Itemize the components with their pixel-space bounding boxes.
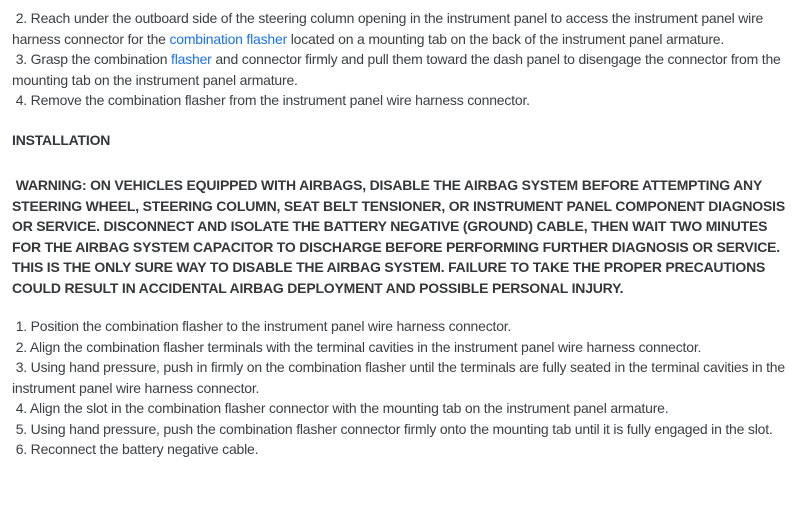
flasher-link[interactable]: flasher	[171, 51, 212, 67]
removal-step-4: 4. Remove the combination flasher from the instrument panel wire harness connector.	[12, 92, 530, 108]
installation-step-2: 2. Align the combination flasher terminals with the terminal cavities in the instrument panel wire harness connector.	[12, 338, 702, 355]
removal-step-3-text-pre: 3. Grasp the combination	[12, 51, 172, 67]
removal-steps-section	[12, 8, 795, 111]
airbag-warning-paragraph: WARNING: ON VEHICLES EQUIPPED WITH AIRBAGS, DISABLE THE AIRBAG SYSTEM BEFORE ATTEMPTING ANY STEERING WHEEL, STEERING COLUMN, SEAT BELT TENSIONER, OR INSTRUMENT PANEL COMPONENT DIAGNOSIS OR SERVICE. DISCONNECT AND ISOLATE THE BATTERY NEGATIVE (GROUND) CABLE, THEN WAIT TWO MINUTES FOR THE AIRBAG SYSTEM CAPACITOR TO DISCHARGE BEFORE PERFORMING FURTHER DIAGNOSIS OR SERVICE. THIS IS THE ONLY SURE WAY TO DISABLE THE AIRBAG SYSTEM. FAILURE TO TAKE THE PROPER PRECAUTIONS COULD RESULT IN ACCIDENTAL AIRBAG DEPLOYMENT AND POSSIBLE PERSONAL INJURY.	[12, 177, 789, 296]
installation-step-3: 3. Using hand pressure, push in firmly on the combination flasher until the terminals are fully seated in the terminal cavities in the instrument panel wire harness connector.	[12, 359, 789, 396]
combination-flasher-link[interactable]: combination flasher	[169, 30, 288, 47]
removal-step-2-text-post: located on a mounting tab on the back of the instrument panel armature.	[287, 30, 725, 47]
installation-step-4: 4. Align the slot in the combination flasher connector with the mounting tab on the instrument panel armature.	[12, 400, 669, 416]
installation-step-1: 1. Position the combination flasher to the instrument panel wire harness connector.	[12, 318, 512, 334]
installation-step-6: 6. Reconnect the battery negative cable.	[12, 441, 259, 457]
installation-step-5: 5. Using hand pressure, push the combination flasher connector firmly onto the mounting tab until it is fully engaged in the slot.	[12, 420, 773, 437]
removal-step-3	[12, 49, 795, 90]
installation-steps-section	[12, 316, 795, 460]
installation-heading: INSTALLATION	[12, 131, 111, 148]
removal-step-3-text-post: and connector firmly and pull them toward the dash panel to disengage the connector from the mounting tab on the instrument panel armature.	[12, 51, 785, 88]
removal-step-2	[12, 8, 795, 49]
removal-step-2-text-pre: 2. Reach under the outboard side of the steering column opening in the instrument panel to access the instrument panel wire harness connector for the	[12, 10, 767, 47]
